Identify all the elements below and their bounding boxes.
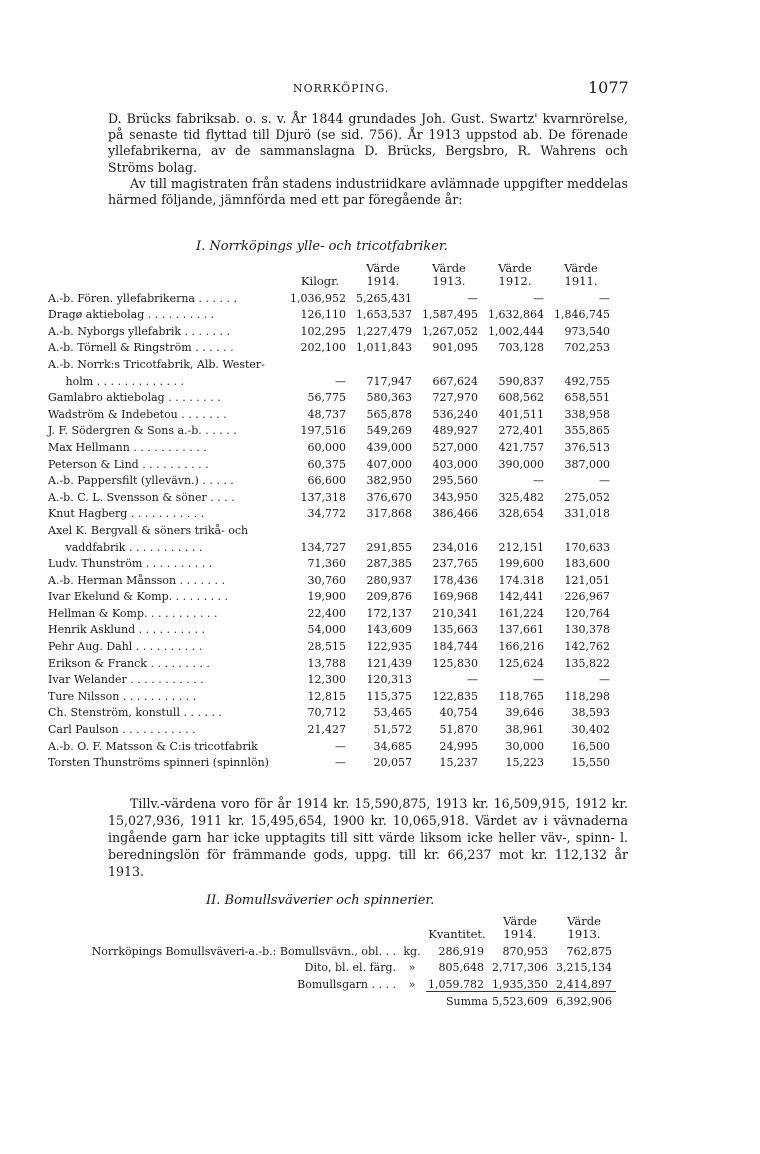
cell-v1912: 137,661 — [498, 623, 544, 637]
cell-kilogr: 134,727 — [300, 540, 346, 554]
cell-v1913: 15,237 — [439, 756, 478, 770]
cell-kilogr: 12,300 — [307, 673, 346, 687]
cell-v1912: 39,646 — [505, 706, 544, 720]
cell-v1914: 1,935,350 — [488, 974, 552, 991]
cell-v1914: 549,269 — [366, 424, 412, 438]
company-name: holm . . . . . . . . . . . . . — [48, 374, 185, 388]
cell-v1913: 901,095 — [432, 341, 478, 355]
cell-v1914 — [350, 354, 416, 371]
cell-v1913: 2,414,897 — [552, 974, 616, 991]
narrative-paragraph: Tillv.-värdena voro för år 1914 kr. 15,590,875, 1913 kr. 16,509,915, 1912 kr. 15,027,936, 1911 kr. 15,495,654, 1900 kr. 10,065,918. Värdet av i vävnaderna ingående garn har icke upptagits till sitt värde liksom icke heller väv-, spinn- l. beredningslön för främmande gods, uppg. till kr. 66,237 mot kr. 112,132 år 1913. — [108, 796, 628, 879]
cell-v1912: 590,837 — [498, 374, 544, 388]
cell-v1913: 24,995 — [439, 739, 478, 753]
table-row — [48, 587, 614, 604]
cell-v1914: 407,000 — [366, 457, 412, 471]
header-varde-1914: Värde 1914. — [503, 914, 537, 941]
cell-kilogr: 21,427 — [307, 723, 346, 737]
header-kilogr: Kilogr. — [300, 274, 340, 288]
table-row — [48, 686, 614, 703]
cell-v1911: 15,550 — [571, 756, 610, 770]
cell-v1912: 212,151 — [498, 540, 544, 554]
cell-kilogr: 34,772 — [307, 507, 346, 521]
cell-kilogr: 66,600 — [307, 474, 346, 488]
company-name: A.-b. Herman Månsson . . . . . . . — [48, 573, 225, 587]
page-header — [0, 78, 760, 102]
table-row — [48, 305, 614, 322]
company-name: vaddfabrik . . . . . . . . . . . — [48, 540, 203, 554]
header-varde-1913: Värde 1913. — [567, 914, 601, 941]
cell-v1913: 403,000 — [432, 457, 478, 471]
cell-kilogr: 197,516 — [300, 424, 346, 438]
cell-v1911: 226,967 — [564, 590, 610, 604]
cell-v1912: 125,624 — [498, 656, 544, 670]
cell-kilogr: 22,400 — [307, 606, 346, 620]
cell-v1913: 125,830 — [432, 656, 478, 670]
cell-v1914: 1,653,537 — [356, 308, 412, 322]
cell-v1913: 727,970 — [432, 391, 478, 405]
cell-v1913: 122,835 — [432, 689, 478, 703]
cell-v1914: 51,572 — [373, 723, 412, 737]
company-name: Ch. Stenström, konstull . . . . . . — [48, 706, 222, 720]
row-label: Norrköpings Bomullsväveri-a.-b.: Bomullsvävn., obl. . . — [91, 944, 396, 958]
cell-v1911: — — [598, 291, 610, 305]
cell-v1912 — [482, 520, 548, 537]
header-kvantitet: Kvantitet. — [428, 927, 486, 941]
cell-v1914: 20,057 — [373, 756, 412, 770]
cell-v1912: 166,216 — [498, 640, 544, 654]
company-name: Hellman & Komp. . . . . . . . . . . — [48, 606, 218, 620]
cell-v1914: 439,000 — [366, 440, 412, 454]
table-row — [48, 719, 614, 736]
cell-kilogr — [290, 354, 350, 371]
cell-v1914: 209,876 — [366, 590, 412, 604]
company-name: Ludv. Thunström . . . . . . . . . . — [48, 557, 213, 571]
cell-v1912: 608,562 — [498, 391, 544, 405]
cell-kilogr: 56,775 — [307, 391, 346, 405]
table-row — [48, 974, 616, 991]
table-row — [48, 471, 614, 488]
table-row — [48, 620, 614, 637]
company-name: Axel K. Bergvall & söners trikå- och — [48, 523, 249, 537]
cell-kilogr: 60,375 — [307, 457, 346, 471]
cell-kilogr: 137,318 — [300, 490, 346, 504]
table-row — [48, 736, 614, 753]
sum-value-1913: 6,392,906 — [556, 995, 612, 1009]
cell-v1914: 870,953 — [502, 944, 548, 958]
cell-quantity: 286,919 — [438, 944, 484, 958]
cell-v1912: 390,000 — [498, 457, 544, 471]
cell-v1911: 130,378 — [564, 623, 610, 637]
table-row — [48, 288, 614, 305]
table-row — [48, 670, 614, 687]
cell-v1914: 121,439 — [366, 656, 412, 670]
table-row — [48, 958, 616, 975]
cell-v1913: 762,875 — [566, 944, 612, 958]
cell-v1914: 717,947 — [366, 374, 412, 388]
cell-v1914: 115,375 — [366, 689, 412, 703]
cell-v1911: 16,500 — [571, 739, 610, 753]
cell-v1912: 328,654 — [498, 507, 544, 521]
company-name: Pehr Aug. Dahl . . . . . . . . . . — [48, 640, 203, 654]
cell-v1914: 2,717,306 — [492, 961, 548, 975]
cell-kilogr: 28,515 — [307, 640, 346, 654]
cell-v1911: 973,540 — [564, 324, 610, 338]
company-name: Wadström & Indebetou . . . . . . . — [48, 407, 227, 421]
company-name: Ture Nilsson . . . . . . . . . . . — [48, 689, 197, 703]
cell-v1913: 667,624 — [432, 374, 478, 388]
cell-v1912: 401,511 — [498, 407, 544, 421]
wool-factories-table — [48, 262, 614, 769]
cell-v1914: 317,868 — [366, 507, 412, 521]
table-row — [48, 338, 614, 355]
cell-v1912: 1,632,864 — [488, 308, 544, 322]
cell-v1913: 536,240 — [432, 407, 478, 421]
table-row — [48, 753, 614, 770]
table-row — [48, 653, 614, 670]
company-name: A.-b. Nyborgs yllefabrik . . . . . . . — [48, 324, 230, 338]
cell-v1914: 1,011,843 — [356, 341, 412, 355]
header-varde-1913: Värde 1913. — [432, 261, 466, 288]
cell-v1913: 343,950 — [432, 490, 478, 504]
cotton-mills-table — [48, 915, 616, 1008]
cell-v1912: 272,401 — [498, 424, 544, 438]
cell-v1913: 210,341 — [432, 606, 478, 620]
table-row — [48, 321, 614, 338]
company-name: Dragø aktiebolag . . . . . . . . . . — [48, 308, 215, 322]
cell-v1912: — — [532, 291, 544, 305]
cell-v1913: 169,968 — [432, 590, 478, 604]
table-row — [48, 603, 614, 620]
cell-v1911 — [548, 354, 614, 371]
company-name: Torsten Thunströms spinneri (spinnlön) — [48, 756, 269, 770]
cell-v1914: 376,670 — [366, 490, 412, 504]
cell-v1913: 237,765 — [432, 557, 478, 571]
narrative-text — [108, 795, 628, 880]
cell-v1914: 34,685 — [373, 739, 412, 753]
cell-v1913: 3,215,134 — [556, 961, 612, 975]
cell-kilogr: 102,295 — [300, 324, 346, 338]
table-row — [48, 703, 614, 720]
cell-v1914 — [350, 520, 416, 537]
cell-v1914: 143,609 — [366, 623, 412, 637]
cell-v1912: 15,223 — [505, 756, 544, 770]
table-row — [48, 487, 614, 504]
cell-v1914: 565,878 — [366, 407, 412, 421]
table-row — [48, 941, 616, 958]
cell-v1913 — [416, 520, 482, 537]
cell-v1911: 142,762 — [564, 640, 610, 654]
intro-text — [108, 111, 628, 208]
cell-quantity: 805,648 — [438, 961, 484, 975]
company-name: A.-b. O. F. Matsson & C:is tricotfabrik — [48, 739, 258, 753]
company-name: Ivar Welander . . . . . . . . . . . — [48, 673, 204, 687]
table-row — [48, 504, 614, 521]
cell-v1913: 295,560 — [432, 474, 478, 488]
cell-v1911: 183,600 — [564, 557, 610, 571]
cell-kilogr: 19,900 — [307, 590, 346, 604]
company-name: Ivar Ekelund & Komp. . . . . . . . . — [48, 590, 229, 604]
cell-v1911: — — [598, 474, 610, 488]
cell-v1911: 135,822 — [564, 656, 610, 670]
cell-kilogr: — — [334, 374, 346, 388]
company-name: Knut Hagberg . . . . . . . . . . . — [48, 507, 205, 521]
cell-v1911: 331,018 — [564, 507, 610, 521]
intro-paragraph-1: D. Brücks fabriksab. o. s. v. År 1844 grundades Joh. Gust. Swartz' kvarnrörelse, på senaste tid flyttad till Djurö (se sid. 756). År 1913 uppstod ab. De förenade yllefabrikerna, av de sammanslagna D. Brücks, Bergsbro, R. Wahrens och Ströms bolag. — [108, 111, 628, 175]
table-row — [48, 636, 614, 653]
sum-value-1914: 5,523,609 — [492, 995, 548, 1009]
company-name: Gamlabro aktiebolag . . . . . . . . — [48, 391, 221, 405]
cell-kilogr: 1,036,952 — [290, 291, 346, 305]
row-label: Bomullsgarn . . . . — [297, 978, 396, 992]
table-row — [48, 537, 614, 554]
cell-kilogr: 126,110 — [300, 308, 346, 322]
cell-v1913: 386,466 — [432, 507, 478, 521]
table-row — [48, 454, 614, 471]
sum-label: Summa — [445, 995, 488, 1009]
cell-v1911: 118,298 — [564, 689, 610, 703]
cell-v1911: 355,865 — [564, 424, 610, 438]
page-number: 1077 — [588, 78, 629, 97]
cell-v1914: 1,227,479 — [356, 324, 412, 338]
cell-v1912 — [482, 354, 548, 371]
cell-v1911: 338,958 — [564, 407, 610, 421]
cell-v1913: 184,744 — [432, 640, 478, 654]
cell-v1911: 658,551 — [564, 391, 610, 405]
cell-v1911: 121,051 — [564, 573, 610, 587]
company-name: A.-b. Törnell & Ringström . . . . . . — [48, 341, 234, 355]
cell-kilogr: 12,815 — [307, 689, 346, 703]
cell-v1912: 38,961 — [505, 723, 544, 737]
cell-v1912: 325,482 — [498, 490, 544, 504]
cell-quantity: 1,059.782 — [426, 974, 488, 991]
cell-v1914: 120,313 — [366, 673, 412, 687]
company-name: Carl Paulson . . . . . . . . . . . — [48, 723, 196, 737]
table-header-row — [48, 262, 614, 288]
company-name: Max Hellmann . . . . . . . . . . . — [48, 440, 207, 454]
cell-v1911: 170,633 — [564, 540, 610, 554]
header-unit-col — [398, 915, 426, 941]
header-varde-1912: Värde 1912. — [498, 261, 532, 288]
cell-kilogr: 202,100 — [300, 341, 346, 355]
row-unit: » — [408, 961, 416, 975]
company-name: A.-b. Norrk:s Tricotfabrik, Alb. Wester- — [48, 357, 265, 371]
cell-v1911: 275,052 — [564, 490, 610, 504]
cell-v1913: 527,000 — [432, 440, 478, 454]
cell-kilogr: 54,000 — [307, 623, 346, 637]
cell-v1913: 234,016 — [432, 540, 478, 554]
cell-v1913 — [416, 354, 482, 371]
cell-kilogr — [290, 520, 350, 537]
table-row — [48, 404, 614, 421]
section-1-title: I. Norrköpings ylle- och tricotfabriker. — [196, 239, 448, 254]
table-row — [48, 388, 614, 405]
row-label: Dito, bl. el. färg. — [304, 961, 396, 975]
cell-v1913: — — [466, 291, 478, 305]
table-row — [48, 354, 614, 371]
cell-kilogr: 71,360 — [307, 557, 346, 571]
cell-kilogr: 30,760 — [307, 573, 346, 587]
cell-v1912: — — [532, 474, 544, 488]
sum-row — [48, 991, 616, 1008]
table-row — [48, 371, 614, 388]
cell-v1913: 1,587,495 — [422, 308, 478, 322]
cell-v1914: 580,363 — [366, 391, 412, 405]
cell-v1914: 280,937 — [366, 573, 412, 587]
cell-v1913: 178,436 — [432, 573, 478, 587]
cell-v1913: 135,663 — [432, 623, 478, 637]
cell-v1911: 1,846,745 — [554, 308, 610, 322]
row-unit: kg. — [403, 944, 421, 958]
cell-v1912: 118,765 — [498, 689, 544, 703]
cell-kilogr: 60,000 — [307, 440, 346, 454]
running-title: NORRKÖPING. — [293, 82, 390, 95]
cell-v1913: 40,754 — [439, 706, 478, 720]
company-name: A.-b. Pappersfilt (yllevävn.) . . . . . — [48, 474, 234, 488]
cell-kilogr: — — [334, 739, 346, 753]
table-row — [48, 570, 614, 587]
cell-v1911: 38,593 — [571, 706, 610, 720]
cell-v1912: 161,224 — [498, 606, 544, 620]
cell-v1914: 122,935 — [366, 640, 412, 654]
cell-v1912: 1,002,444 — [488, 324, 544, 338]
company-name: Peterson & Lind . . . . . . . . . . — [48, 457, 209, 471]
company-name: Erikson & Franck . . . . . . . . . — [48, 656, 210, 670]
cell-v1911: 376,513 — [564, 440, 610, 454]
cell-v1913: — — [466, 673, 478, 687]
cell-v1914: 172,137 — [366, 606, 412, 620]
section-2-title: II. Bomullsväverier och spinnerier. — [206, 893, 435, 908]
cell-v1914: 291,855 — [366, 540, 412, 554]
cell-v1911: 492,755 — [564, 374, 610, 388]
cell-kilogr: 13,788 — [307, 656, 346, 670]
cell-v1912: 421,757 — [498, 440, 544, 454]
company-name: A.-b. C. L. Svensson & söner . . . . — [48, 490, 235, 504]
company-name: Henrik Asklund . . . . . . . . . . — [48, 623, 206, 637]
company-name: A.-b. Fören. yllefabrikerna . . . . . . — [48, 291, 237, 305]
cell-v1911: 702,253 — [564, 341, 610, 355]
cell-v1914: 5,265,431 — [356, 291, 412, 305]
cell-kilogr: — — [334, 756, 346, 770]
cell-v1912: 142,441 — [498, 590, 544, 604]
table-row — [48, 520, 614, 537]
cell-kilogr: 48,737 — [307, 407, 346, 421]
cell-v1912: — — [532, 673, 544, 687]
cell-v1913: 51,870 — [439, 723, 478, 737]
cell-v1914: 53,465 — [373, 706, 412, 720]
header-varde-1914: Värde 1914. — [366, 261, 400, 288]
cell-v1911: 387,000 — [564, 457, 610, 471]
cell-v1912: 174.318 — [498, 573, 544, 587]
header-varde-1911: Värde 1911. — [564, 261, 598, 288]
cell-v1911: — — [598, 673, 610, 687]
table-row — [48, 437, 614, 454]
cell-v1914: 382,950 — [366, 474, 412, 488]
header-name-col — [48, 262, 290, 288]
cell-v1912: 703,128 — [498, 341, 544, 355]
table-row — [48, 554, 614, 571]
cell-v1912: 199,600 — [498, 557, 544, 571]
row-unit: » — [408, 978, 416, 992]
table-header-row — [48, 915, 616, 941]
header-label-col — [48, 915, 398, 941]
cell-v1913: 489,927 — [432, 424, 478, 438]
company-name: J. F. Södergren & Sons a.-b. . . . . . — [48, 424, 237, 438]
cell-v1911 — [548, 520, 614, 537]
intro-paragraph-2: Av till magistraten från stadens industriidkare avlämnade uppgifter meddelas härmed följande, jämnförda med ett par föregående år: — [108, 175, 628, 208]
cell-kilogr: 70,712 — [307, 706, 346, 720]
cell-v1913: 1,267,052 — [422, 324, 478, 338]
cell-v1911: 30,402 — [571, 723, 610, 737]
table-row — [48, 421, 614, 438]
cell-v1911: 120,764 — [564, 606, 610, 620]
cell-v1912: 30,000 — [505, 739, 544, 753]
cell-v1914: 287,385 — [366, 557, 412, 571]
